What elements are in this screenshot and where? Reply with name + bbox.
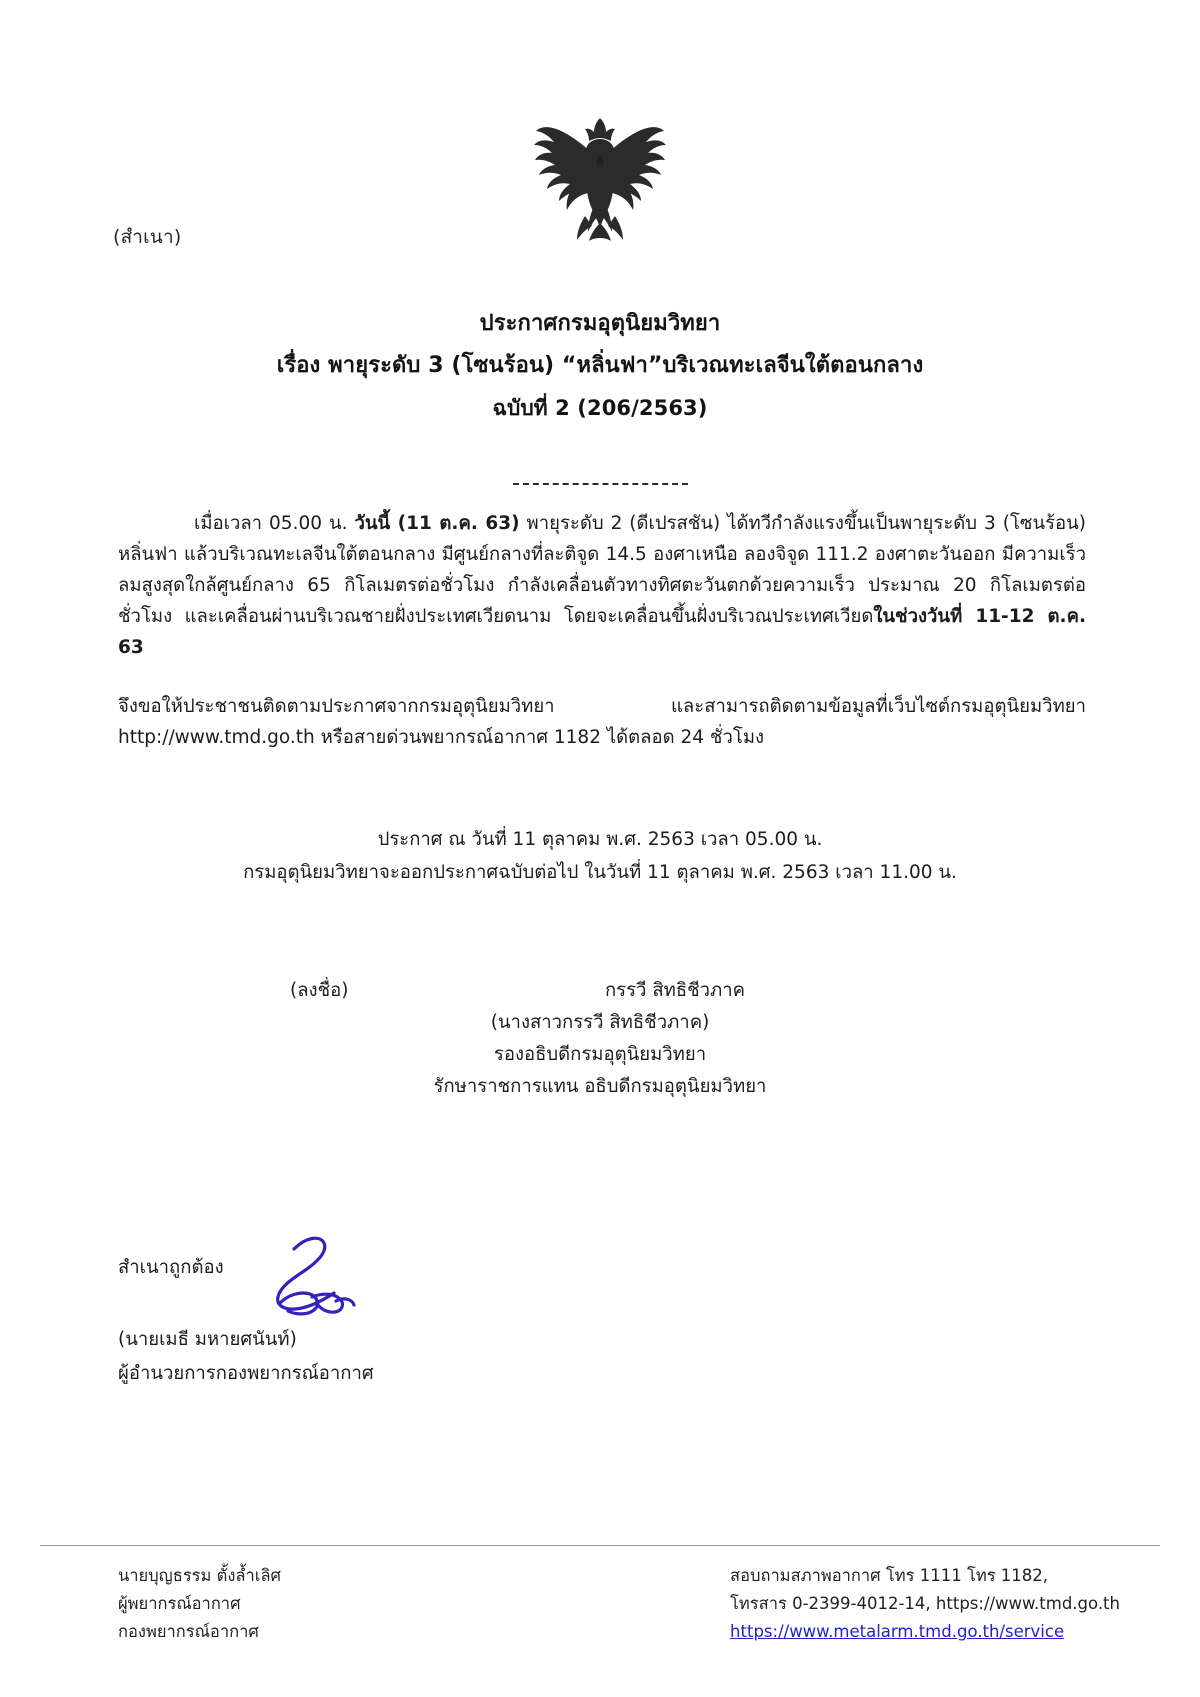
signature-row	[0, 975, 1200, 1007]
footer-right-column	[730, 1562, 1120, 1646]
contact-phone-line: สอบถามสภาพอากาศ โทร 1111 โทร 1182,	[730, 1566, 1049, 1585]
signatory-position-2: รักษาราชการแทน อธิบดีกรมอุตุนิยมวิทยา	[433, 1076, 767, 1097]
issued-date: ประกาศ ณ วันที่ 11 ตุลาคม พ.ศ. 2563 เวลา 05.00 น.	[377, 829, 823, 850]
para2-seg2: หรือสายด่วนพยากรณ์อากาศ 1182 ได้ตลอด 24 ชั่วโมง	[314, 727, 765, 748]
body-text	[118, 508, 1086, 781]
certifier-title: ผู้อำนวยการกองพยากรณ์อากาศ	[118, 1363, 374, 1384]
footer	[118, 1562, 1120, 1646]
title-block	[0, 303, 1200, 429]
paragraph-public-notice	[118, 691, 1086, 753]
certifier-name: (นายเมธี มหายศนันท์)	[118, 1329, 297, 1350]
title-issue-number: ฉบับที่ 2 (206/2563)	[492, 396, 708, 420]
copy-marker: (สำเนา)	[113, 226, 182, 248]
metalarm-service-link[interactable]: https://www.metalarm.tmd.go.th/service	[730, 1622, 1065, 1641]
footer-left-column	[118, 1562, 281, 1646]
paragraph-storm-details	[118, 508, 1086, 663]
certified-copy-block	[118, 1245, 588, 1391]
signatory-printed-name: (นางสาวกรรวี สิทธิชีวภาค)	[490, 1012, 710, 1033]
forecast-division: กองพยากรณ์อากาศ	[118, 1622, 259, 1641]
contact-fax-line: โทรสาร 0-2399-4012-14, https://www.tmd.go.th	[730, 1594, 1120, 1613]
page-title: ประกาศกรมอุตุนิยมวิทยา	[479, 311, 721, 336]
certified-signature-row	[118, 1245, 588, 1323]
signatory-signed-name: กรรวี สิทธิชีวภาค	[604, 980, 746, 1001]
signature-block	[0, 975, 1200, 1103]
blue-ink-signature	[250, 1231, 370, 1327]
forecaster-name: นายบุญธรรม ตั้งล้ำเลิศ	[118, 1566, 282, 1585]
signature-name-column	[440, 975, 910, 1007]
tmd-website-url[interactable]: http://www.tmd.go.th	[118, 727, 315, 748]
signature-label: (ลงชื่อ)	[290, 980, 349, 1001]
dashed-divider	[513, 483, 688, 485]
signatory-position-1: รองอธิบดีกรมอุตุนิยมวิทยา	[493, 1044, 707, 1065]
forecaster-role: ผู้พยากรณ์อากาศ	[118, 1594, 241, 1613]
footer-divider	[40, 1545, 1160, 1546]
title-subject: เรื่อง พายุระดับ 3 (โซนร้อน) “หลิ่นฟา”บริเวณทะเลจีนใต้ตอนกลาง	[276, 353, 924, 378]
divider-container	[0, 470, 1200, 489]
para1-bold-landfall-dates: ในช่วงวันที่ 11-12 ต.ค. 63	[118, 606, 1086, 658]
next-bulletin-time: กรมอุตุนิยมวิทยาจะออกประกาศฉบับต่อไป ในวันที่ 11 ตุลาคม พ.ศ. 2563 เวลา 11.00 น.	[243, 862, 957, 883]
para1-seg1: เมื่อเวลา 05.00 น.	[194, 513, 355, 534]
garuda-emblem	[525, 108, 675, 253]
certified-copy-label: สำเนาถูกต้อง	[118, 1257, 224, 1278]
para2-seg1: จึงขอให้ประชาชนติดตามประกาศจากกรมอุตุนิยมวิทยา และสามารถติดตามข้อมูลที่เว็บไซต์กรมอุตุนิยมวิทยา	[118, 696, 1086, 717]
para1-seg3: พายุระดับ 2 (ดีเปรสชัน) ได้ทวีกำลังแรงขึ้นเป็นพายุระดับ 3 (โซนร้อน) หลิ่นฟา แล้วบริเวณทะเลจีนใต้ตอนกลาง มีศูนย์กลางที่ละติจูด 14.5 องศาเหนือ ลองจิจูด 111.2 องศาตะวันออก มีความเร็วลมสูงสุดใกล้ศูนย์กลาง 65 กิโลเมตรต่อชั่วโมง กำลังเคลื่อนตัวทางทิศตะวันตกด้วยความเร็ว ประมาณ 20 กิโลเมตรต่อชั่วโมง และเคลื่อนผ่านบริเวณชายฝั่งประเทศเวียดนาม โดยจะเคลื่อนขึ้นฝั่งบริเวณประเทศเวียด	[118, 513, 1086, 627]
issued-block	[0, 823, 1200, 889]
para1-bold-today: วันนี้ (11 ต.ค. 63)	[354, 513, 520, 534]
